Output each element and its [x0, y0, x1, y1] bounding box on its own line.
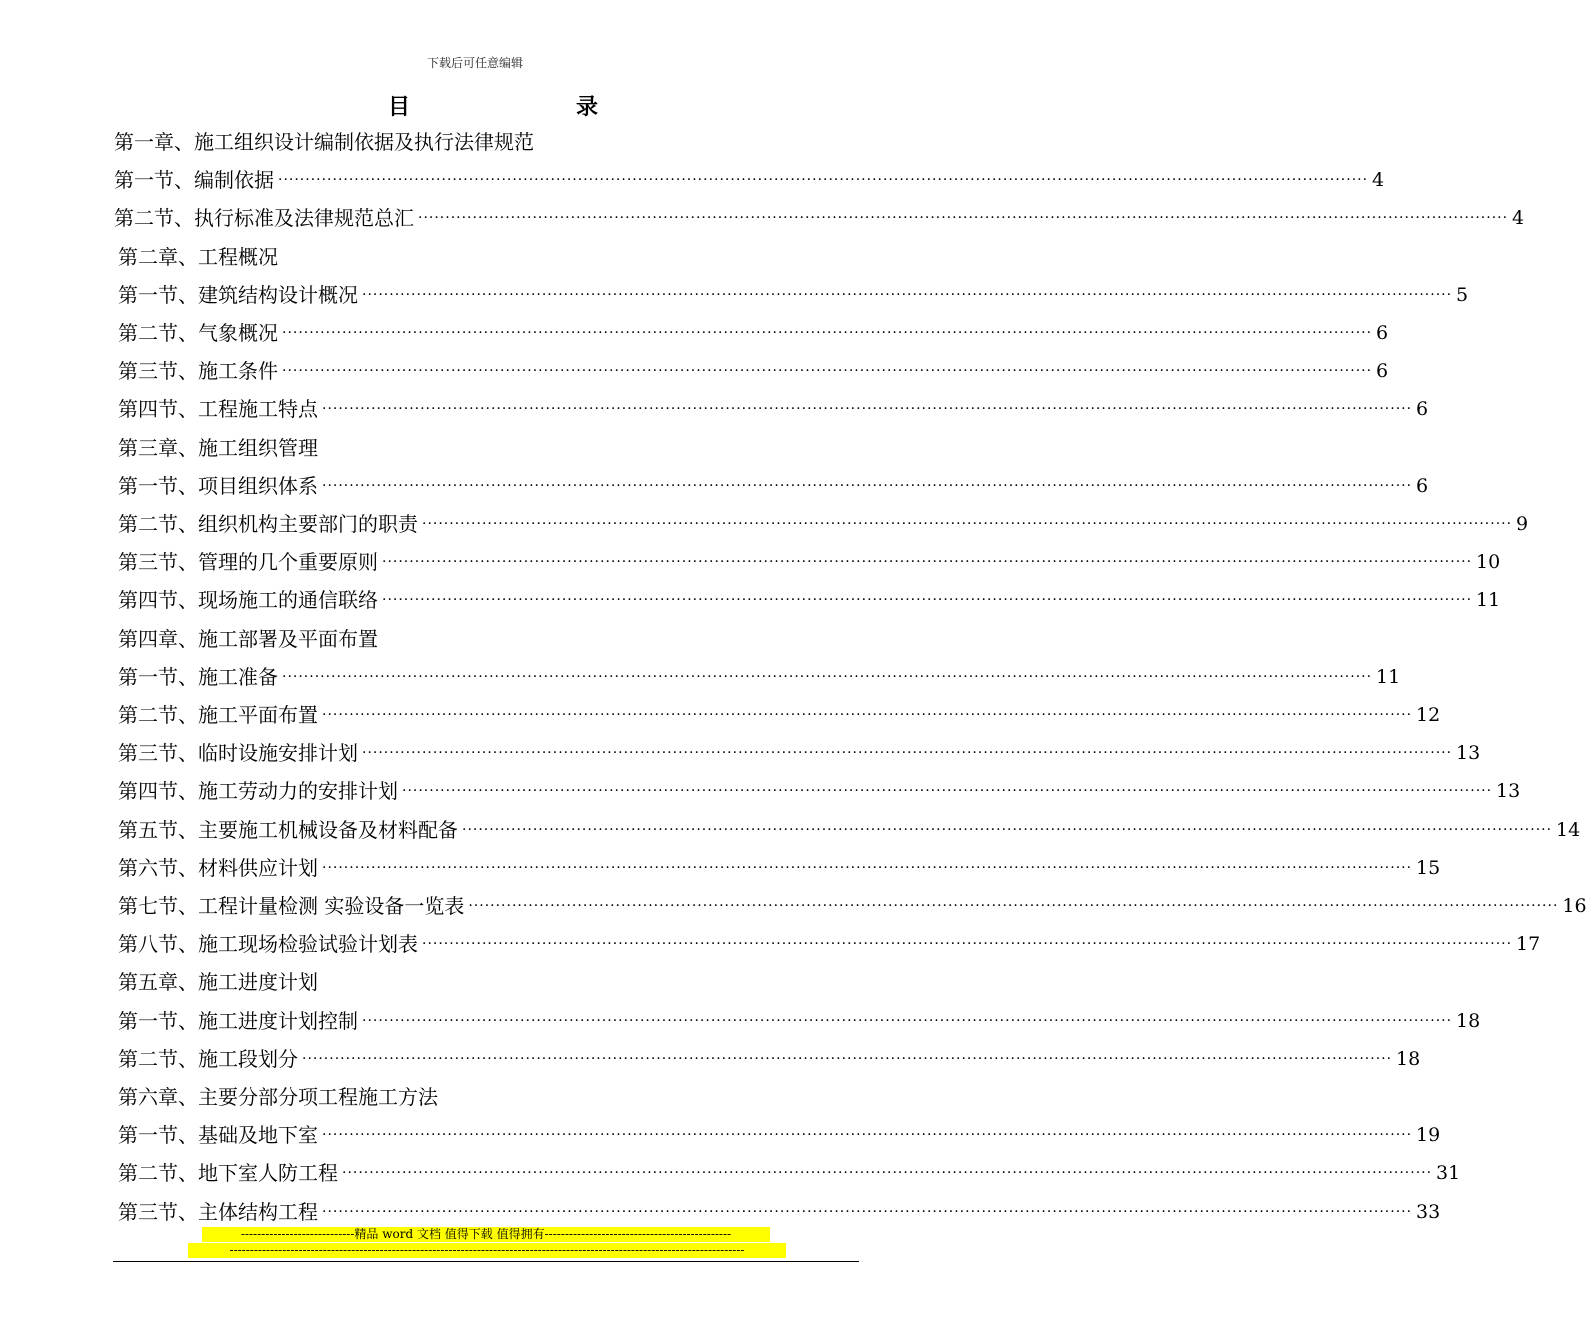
toc-chapter	[118, 239, 878, 275]
dot-leader: ········································································································································································································	[382, 592, 1473, 609]
toc-entry	[118, 353, 1389, 389]
dot-leader: ········································································································································································································	[342, 1165, 1433, 1182]
dot-leader: ········································································································································································································	[322, 1127, 1413, 1144]
toc-entry	[118, 468, 1429, 504]
toc-page-number: 15	[1416, 856, 1441, 879]
toc-page-number: 4	[1372, 169, 1385, 192]
dot-leader: ········································································································································································································	[322, 859, 1413, 876]
toc-label: 第二节、组织机构主要部门的职责	[118, 512, 418, 536]
toc-page-number: 19	[1416, 1124, 1441, 1147]
toc-label: 第四节、施工劳动力的安排计划	[118, 779, 398, 804]
toc-title-right: 录	[575, 94, 598, 120]
dot-leader: ········································································································································································································	[322, 477, 1413, 494]
toc-label: 第二节、气象概况	[118, 321, 278, 345]
toc-label: 第四节、工程施工特点	[118, 397, 318, 422]
toc-page-number: 18	[1456, 1009, 1481, 1032]
toc-page-number: 12	[1416, 704, 1441, 726]
toc-entry	[118, 773, 1521, 809]
toc-entry	[118, 735, 1481, 771]
toc-page-number: 13	[1496, 780, 1521, 803]
toc-entry	[118, 1117, 1441, 1153]
toc-label: 第三节、主体结构工程	[118, 1199, 318, 1224]
toc-page-number: 18	[1396, 1047, 1421, 1070]
dot-leader: ········································································································································································································	[468, 898, 1559, 914]
toc-chapter	[118, 430, 878, 466]
footer-promo-band: ----------------------------精品 word 文档 值得下载 值得拥有----------------------------------------------	[202, 1227, 770, 1242]
toc-page-number: 11	[1376, 665, 1401, 688]
dot-leader: ········································································································································································································	[362, 286, 1453, 303]
toc-entry	[114, 162, 1385, 198]
toc-label: 第一节、施工准备	[118, 664, 278, 689]
dot-leader: ········································································································································································································	[278, 172, 1369, 189]
toc-entry	[118, 391, 1429, 427]
toc-label: 第二节、施工段划分	[118, 1046, 298, 1071]
toc-page-number: 14	[1556, 818, 1581, 841]
dot-leader: ········································································································································································································	[422, 516, 1513, 532]
toc-label: 第一节、施工进度计划控制	[118, 1008, 358, 1033]
toc-page-number: 31	[1436, 1162, 1461, 1185]
toc-page-number: 6	[1416, 474, 1429, 497]
toc-label: 第四章、施工部署及平面布置	[118, 626, 378, 651]
toc-chapter	[118, 621, 878, 657]
toc-label: 第二节、施工平面布置	[118, 703, 318, 727]
toc-label: 第三章、施工组织管理	[118, 435, 318, 460]
dot-leader: ········································································································································································································	[322, 707, 1413, 723]
toc-label: 第八节、施工现场检验试验计划表	[118, 932, 418, 957]
toc-title	[388, 90, 598, 121]
toc-entry	[118, 1194, 1441, 1230]
toc-page-number: 11	[1476, 589, 1501, 612]
toc-entry	[118, 850, 1441, 886]
toc-entry	[118, 506, 1529, 542]
toc-page-number: 6	[1376, 322, 1389, 344]
dot-leader: ········································································································································································································	[418, 210, 1509, 227]
footer-rule	[113, 1261, 859, 1262]
toc-entry	[118, 1041, 1421, 1077]
toc-entry	[114, 200, 1525, 236]
toc-label: 第二节、地下室人防工程	[118, 1161, 338, 1186]
dot-leader: ········································································································································································································	[362, 1012, 1453, 1029]
dot-leader: ········································································································································································································	[402, 783, 1493, 800]
toc-label: 第六章、主要分部分项工程施工方法	[118, 1085, 438, 1109]
toc-label: 第五章、施工进度计划	[118, 970, 318, 995]
toc-page-number: 6	[1416, 398, 1429, 421]
toc-label: 第三节、临时设施安排计划	[118, 741, 358, 766]
dot-leader: ········································································································································································································	[382, 554, 1473, 571]
toc-page-number: 13	[1456, 742, 1481, 765]
toc-label: 第一节、基础及地下室	[118, 1123, 318, 1148]
toc-label: 第二章、工程概况	[118, 244, 278, 269]
toc-entry	[118, 315, 1389, 351]
toc-page-number: 4	[1512, 207, 1525, 230]
toc-label: 第五节、主要施工机械设备及材料配备	[118, 817, 458, 842]
toc-label: 第一章、施工组织设计编制依据及执行法律规范	[114, 130, 534, 154]
toc-page-number: 6	[1376, 360, 1389, 383]
toc-page-number: 33	[1416, 1200, 1441, 1223]
toc-chapter	[118, 964, 878, 1000]
dot-leader: ········································································································································································································	[282, 668, 1373, 685]
toc-page-number: 16	[1562, 895, 1587, 917]
toc-entry	[118, 812, 1581, 848]
dot-leader: ········································································································································································································	[302, 1050, 1393, 1067]
toc-label: 第三节、施工条件	[118, 359, 278, 384]
toc-chapter	[114, 124, 874, 160]
toc-entry	[118, 888, 1587, 924]
toc-label: 第二节、执行标准及法律规范总汇	[114, 206, 414, 231]
toc-page-number: 17	[1516, 933, 1541, 956]
toc-entry	[118, 582, 1501, 618]
dot-leader: ········································································································································································································	[362, 745, 1453, 762]
toc-entry	[118, 277, 1469, 313]
dot-leader: ········································································································································································································	[322, 401, 1413, 418]
toc-page-number: 5	[1456, 283, 1469, 306]
toc-label: 第四节、现场施工的通信联络	[118, 588, 378, 613]
dot-leader: ········································································································································································································	[282, 363, 1373, 380]
toc-label: 第一节、编制依据	[114, 168, 274, 193]
toc-label: 第一节、建筑结构设计概况	[118, 282, 358, 307]
dot-leader: ········································································································································································································	[462, 821, 1553, 838]
toc-entry	[118, 544, 1501, 580]
toc-entry	[118, 697, 1441, 733]
dot-leader: ········································································································································································································	[422, 936, 1513, 953]
toc-label: 第一节、项目组织体系	[118, 473, 318, 498]
toc-entry	[118, 926, 1541, 962]
footer-dash-band: -------------------------------------------------------------------------------------------------------------------------------	[188, 1243, 786, 1258]
toc-label: 第三节、管理的几个重要原则	[118, 550, 378, 575]
toc-entry	[118, 1155, 1461, 1191]
toc-entry	[118, 1003, 1481, 1039]
toc-page-number: 10	[1476, 551, 1501, 574]
dot-leader: ········································································································································································································	[322, 1203, 1413, 1220]
toc-title-left: 目	[388, 94, 411, 120]
toc-label: 第六节、材料供应计划	[118, 855, 318, 880]
toc-chapter	[118, 1079, 878, 1115]
toc-entry	[118, 659, 1401, 695]
header-note: 下载后可任意编辑	[426, 56, 523, 70]
dot-leader: ········································································································································································································	[282, 325, 1373, 341]
toc-label: 第七节、工程计量检测 实验设备一览表	[118, 894, 465, 918]
toc-page-number: 9	[1516, 513, 1529, 535]
